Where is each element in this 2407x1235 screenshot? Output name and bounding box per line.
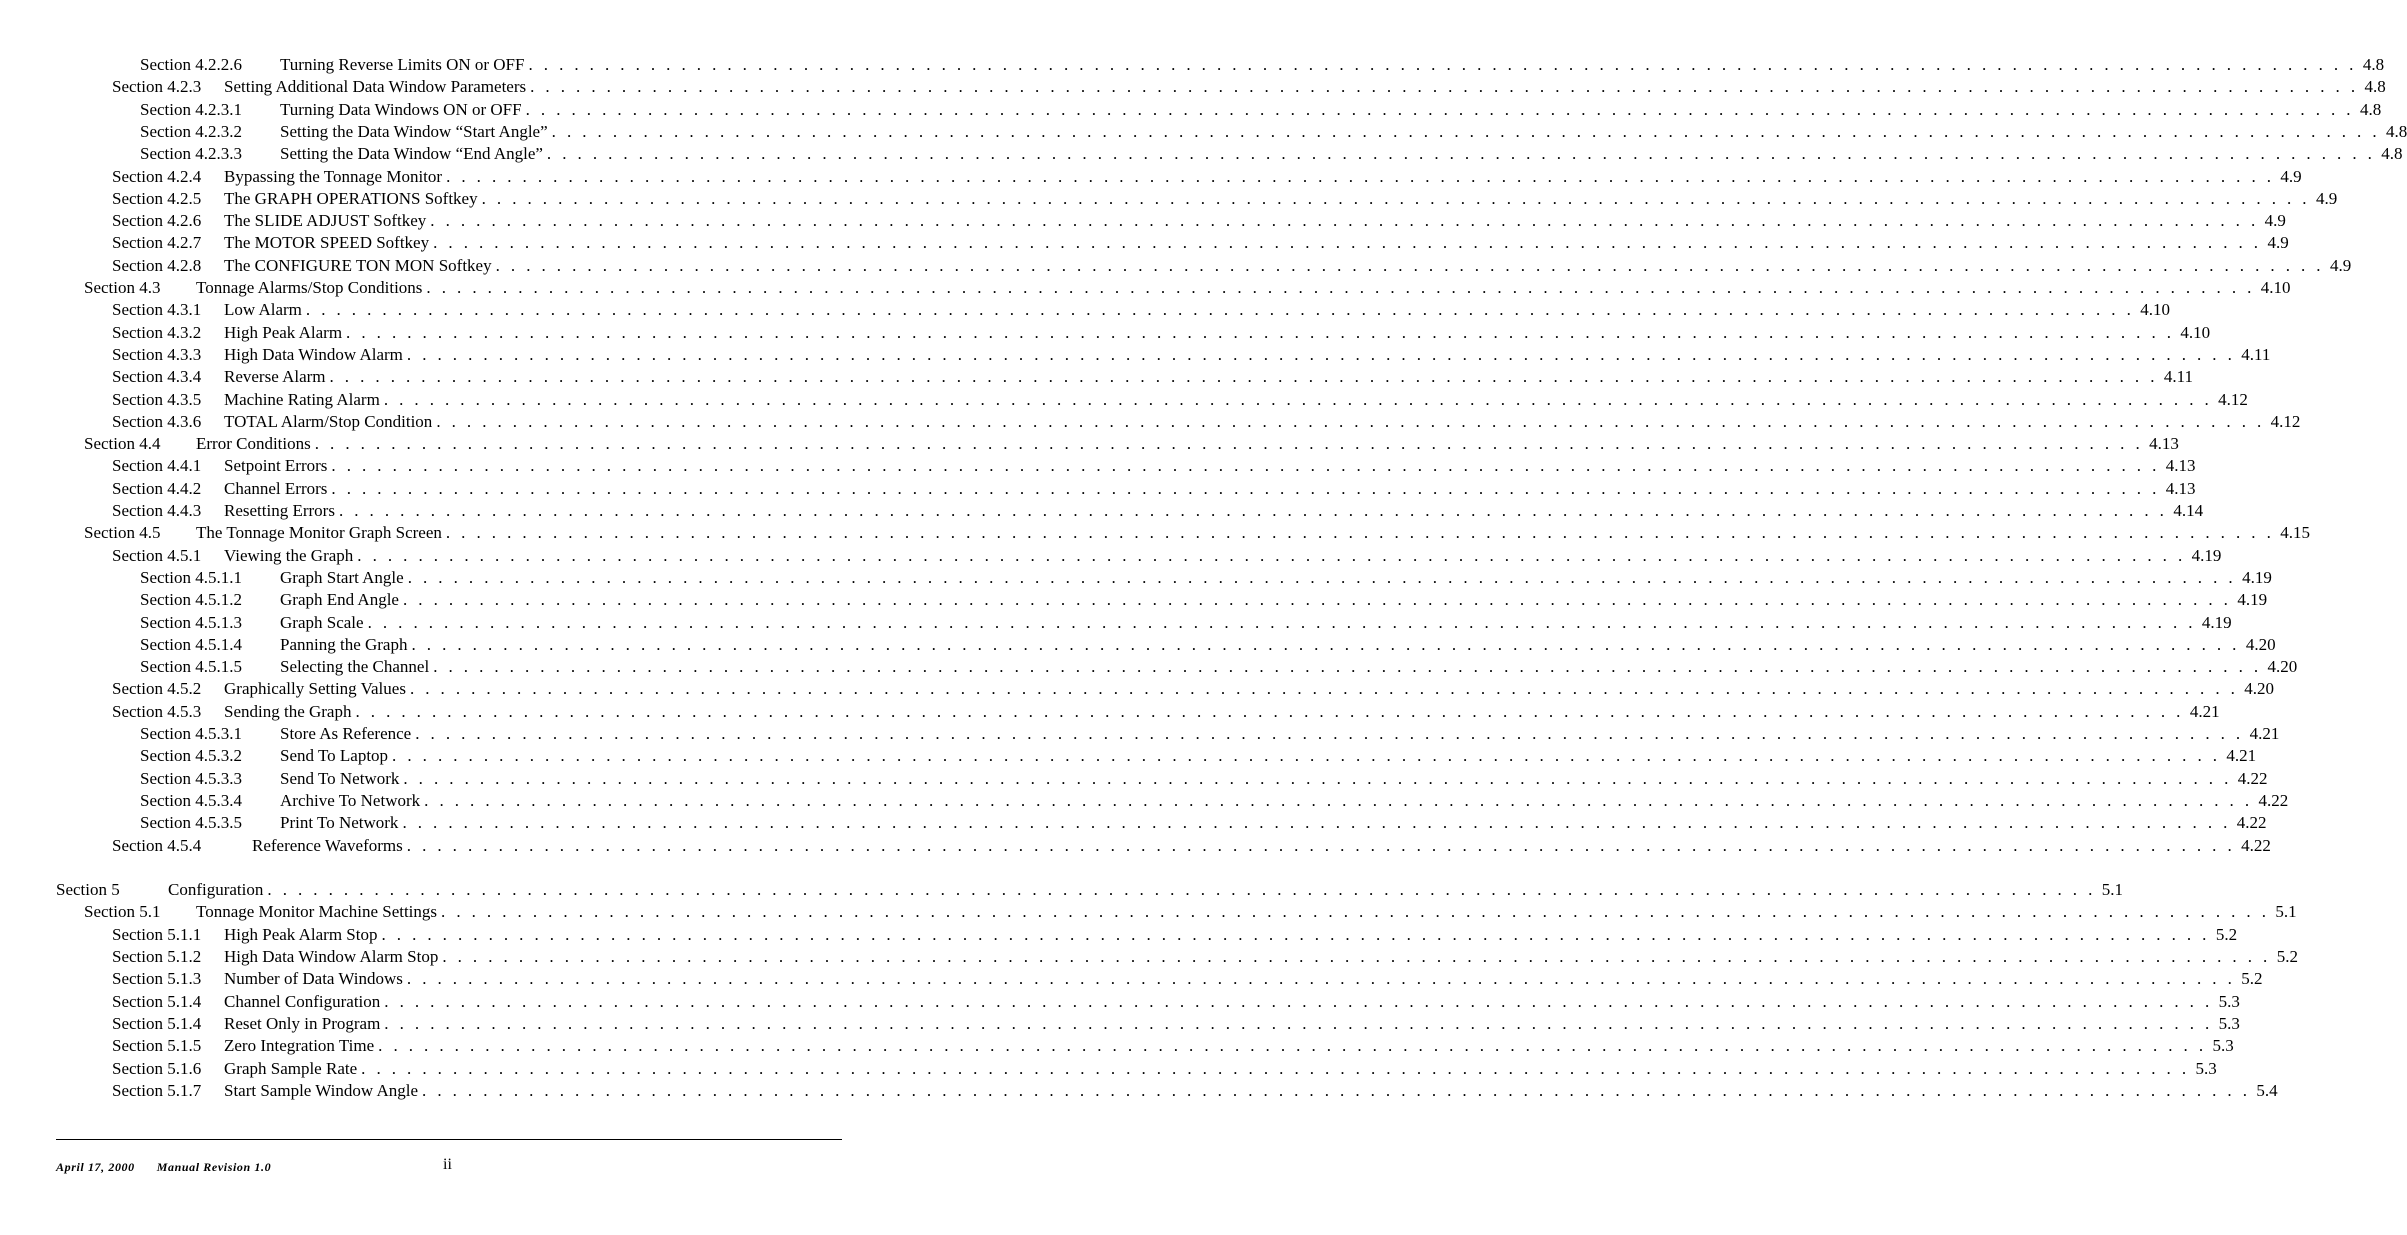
- toc-section-number: Section 4.5: [84, 523, 161, 543]
- toc-title-line: [280, 612, 2232, 634]
- footer-info: [56, 1160, 293, 1175]
- toc-title: Graph Start Angle: [280, 567, 408, 589]
- toc-page-number: 4.11: [2235, 344, 2270, 366]
- toc-entry[interactable]: [112, 322, 2211, 344]
- toc-entry[interactable]: [112, 232, 2289, 254]
- toc-title: Viewing the Graph: [224, 545, 357, 567]
- toc-entry[interactable]: [112, 835, 2271, 857]
- toc-page-number: 4.19: [2186, 545, 2222, 567]
- toc-title: The Tonnage Monitor Graph Screen: [196, 522, 446, 544]
- toc-title-line: [224, 991, 2240, 1013]
- toc-section-number: Section 5.1.4: [112, 1013, 202, 1033]
- toc-title: Error Conditions: [196, 433, 315, 455]
- toc-section-number: Section 5.1.3: [112, 969, 202, 989]
- toc-page-number: 5.1: [2269, 901, 2296, 923]
- toc-section-number: Section 4.5.1.1: [140, 567, 242, 587]
- footer-rule: [56, 1139, 842, 1140]
- toc-title: Send To Laptop: [280, 745, 392, 767]
- toc-entry[interactable]: [140, 768, 2268, 790]
- toc-title-line: [280, 634, 2276, 656]
- toc-page-number: 4.14: [2167, 500, 2203, 522]
- toc-section-number: Section 5.1.7: [112, 1080, 202, 1100]
- toc-leader-dots: . . . . . . . . . . . . . . . . . . . . . . . . . . . . . . . . . . . . . . . . . . . . . . . . . . . . . . . . . . . . . . . . . . . . . . . . . . . . . . . . . . . . . . . . . . . . . . . . . . . . . . . . . . . . . . . . . . . . . . . .: [367, 612, 2196, 632]
- toc-title: The SLIDE ADJUST Softkey: [224, 210, 430, 232]
- toc-leader-dots: . . . . . . . . . . . . . . . . . . . . . . . . . . . . . . . . . . . . . . . . . . . . . . . . . . . . . . . . . . . . . . . . . . . . . . . . . . . . . . . . . . . . . . . . . . . . . . . . . . . . . . . . . . . . . . . . . . . . . . . .: [331, 456, 2160, 476]
- toc-entry[interactable]: [112, 946, 2298, 968]
- toc-entry[interactable]: [56, 879, 2123, 901]
- toc-section-number: Section 4.2.3.3: [140, 144, 242, 164]
- toc-leader-dots: . . . . . . . . . . . . . . . . . . . . . . . . . . . . . . . . . . . . . . . . . . . . . . . . . . . . . . . . . . . . . . . . . . . . . . . . . . . . . . . . . . . . . . . . . . . . . . . . . . . . . . . . . . . . . . . . . . . . . . . .: [357, 545, 2186, 565]
- toc-title: Start Sample Window Angle: [224, 1080, 422, 1102]
- toc-title: TOTAL Alarm/Stop Condition: [224, 411, 436, 433]
- toc-title: Reverse Alarm: [224, 366, 330, 388]
- toc-title: Reset Only in Program: [224, 1013, 384, 1035]
- toc-section-number: Section 4.3.3: [112, 344, 202, 364]
- toc-page-number: 5.3: [2207, 1035, 2234, 1057]
- toc-entry[interactable]: [112, 500, 2204, 522]
- toc-page-number: 4.22: [2231, 812, 2267, 834]
- toc-title-line: [224, 1013, 2240, 1035]
- toc-title-line: [224, 678, 2275, 700]
- toc-page-number: 4.15: [2274, 522, 2310, 544]
- toc-section-number: Section 4.5.3.4: [140, 790, 242, 810]
- toc-page-number: 4.13: [2160, 478, 2196, 500]
- toc-title: Setting Additional Data Window Parameters: [224, 76, 530, 98]
- toc-leader-dots: . . . . . . . . . . . . . . . . . . . . . . . . . . . . . . . . . . . . . . . . . . . . . . . . . . . . . . . . . . . . . . . . . . . . . . . . . . . . . . . . . . . . . . . . . . . . . . . . . . . . . . . . . . . . . . . . . . . . . . . .: [267, 880, 2096, 900]
- toc-section-number: Section 4.4.2: [112, 478, 202, 498]
- toc-page-number: 4.11: [2158, 366, 2193, 388]
- toc-leader-dots: . . . . . . . . . . . . . . . . . . . . . . . . . . . . . . . . . . . . . . . . . . . . . . . . . . . . . . . . . . . . . . . . . . . . . . . . . . . . . . . . . . . . . . . . . . . . . . . . . . . . . . . . . . . . . . . . . . . . . . . .: [392, 746, 2221, 766]
- toc-title-line: [196, 901, 2297, 923]
- toc-leader-dots: . . . . . . . . . . . . . . . . . . . . . . . . . . . . . . . . . . . . . . . . . . . . . . . . . . . . . . . . . . . . . . . . . . . . . . . . . . . . . . . . . . . . . . . . . . . . . . . . . . . . . . . . . . . . . . . . . . . . . . . .: [433, 657, 2262, 677]
- toc-leader-dots: . . . . . . . . . . . . . . . . . . . . . . . . . . . . . . . . . . . . . . . . . . . . . . . . . . . . . . . . . . . . . . . . . . . . . . . . . . . . . . . . . . . . . . . . . . . . . . . . . . . . . . . . . . . . . . . . . . . . . . . .: [441, 902, 2270, 922]
- toc-leader-dots: . . . . . . . . . . . . . . . . . . . . . . . . . . . . . . . . . . . . . . . . . . . . . . . . . . . . . . . . . . . . . . . . . . . . . . . . . . . . . . . . . . . . . . . . . . . . . . . . . . . . . . . . . . . . . . . . . . . . . . . .: [525, 99, 2354, 119]
- toc-leader-dots: . . . . . . . . . . . . . . . . . . . . . . . . . . . . . . . . . . . . . . . . . . . . . . . . . . . . . . . . . . . . . . . . . . . . . . . . . . . . . . . . . . . . . . . . . . . . . . . . . . . . . . . . . . . . . . . . . . . . . . . .: [409, 679, 2239, 699]
- toc-title-line: [280, 589, 2268, 611]
- toc-leader-dots: . . . . . . . . . . . . . . . . . . . . . . . . . . . . . . . . . . . . . . . . . . . . . . . . . . . . . . . . . . . . . . . . . . . . . . . . . . . . . . . . . . . . . . . . . . . . . . . . . . . . . . . . . . . . . . . . . . . . . . . .: [346, 322, 2175, 342]
- toc-section-number: Section 5.1.4: [112, 991, 202, 1011]
- toc-entry[interactable]: [112, 389, 2248, 411]
- toc-entry[interactable]: [112, 478, 2196, 500]
- toc-entry[interactable]: [84, 901, 2297, 923]
- toc-title-line: [224, 924, 2238, 946]
- toc-title-line: [224, 968, 2263, 990]
- toc-page-number: 4.21: [2244, 723, 2280, 745]
- toc-page-number: 4.22: [2235, 835, 2271, 857]
- toc-title: Channel Configuration: [224, 991, 384, 1013]
- toc-leader-dots: . . . . . . . . . . . . . . . . . . . . . . . . . . . . . . . . . . . . . . . . . . . . . . . . . . . . . . . . . . . . . . . . . . . . . . . . . . . . . . . . . . . . . . . . . . . . . . . . . . . . . . . . . . . . . . . . . . . . . . . .: [403, 768, 2232, 788]
- toc-title-line: [224, 188, 2338, 210]
- toc-section-number: Section 4.5.3.2: [140, 746, 242, 766]
- toc-page-number: 4.13: [2143, 433, 2179, 455]
- toc-page-number: 4.8: [2375, 143, 2402, 165]
- toc-title-line: [224, 411, 2301, 433]
- toc-leader-dots: . . . . . . . . . . . . . . . . . . . . . . . . . . . . . . . . . . . . . . . . . . . . . . . . . . . . . . . . . . . . . . . . . . . . . . . . . . . . . . . . . . . . . . . . . . . . . . . . . . . . . . . . . . . . . . . . . . . . . . . .: [415, 724, 2244, 743]
- toc-title-line: [280, 121, 2407, 143]
- toc-title: Setting the Data Window “End Angle”: [280, 143, 547, 165]
- toc-section-number: Section 4.3.6: [112, 411, 202, 431]
- toc-title-line: [224, 255, 2352, 277]
- toc-title: Channel Errors: [224, 478, 331, 500]
- toc-entry[interactable]: [140, 723, 2280, 745]
- toc-title: High Data Window Alarm Stop: [224, 946, 442, 968]
- toc-leader-dots: . . . . . . . . . . . . . . . . . . . . . . . . . . . . . . . . . . . . . . . . . . . . . . . . . . . . . . . . . . . . . . . . . . . . . . . . . . . . . . . . . . . . . . . . . . . . . . . . . . . . . . . . . . . . . . . . . . . . . . . .: [338, 501, 2168, 520]
- toc-page-number: 4.9: [2274, 166, 2301, 188]
- toc-section-number: Section 4.5.1: [112, 545, 202, 565]
- footer-page-number: ii: [443, 1156, 452, 1173]
- toc-title-line: [224, 344, 2271, 366]
- toc-title-line: [224, 299, 2171, 321]
- toc-section-number: Section 5.1.6: [112, 1058, 202, 1078]
- toc-title: Resetting Errors: [224, 500, 339, 522]
- toc-page-number: 5.1: [2096, 879, 2123, 901]
- toc-leader-dots: . . . . . . . . . . . . . . . . . . . . . . . . . . . . . . . . . . . . . . . . . . . . . . . . . . . . . . . . . . . . . . . . . . . . . . . . . . . . . . . . . . . . . . . . . . . . . . . . . . . . . . . . . . . . . . . . . . . . . . . .: [402, 590, 2232, 610]
- toc-title: Archive To Network: [280, 790, 424, 812]
- toc-entry[interactable]: [112, 344, 2271, 366]
- toc-title: Number of Data Windows: [224, 968, 407, 990]
- toc-section-number: Section 4.5.3.5: [140, 813, 242, 833]
- toc-section-number: Section 4.2.5: [112, 188, 202, 208]
- toc-page-number: 4.20: [2238, 678, 2274, 700]
- toc-leader-dots: . . . . . . . . . . . . . . . . . . . . . . . . . . . . . . . . . . . . . . . . . . . . . . . . . . . . . . . . . . . . . . . . . . . . . . . . . . . . . . . . . . . . . . . . . . . . . . . . . . . . . . . . . . . . . . . . . . . . . . . .: [528, 55, 2357, 74]
- toc-entry[interactable]: [112, 1058, 2217, 1080]
- toc-leader-dots: . . . . . . . . . . . . . . . . . . . . . . . . . . . . . . . . . . . . . . . . . . . . . . . . . . . . . . . . . . . . . . . . . . . . . . . . . . . . . . . . . . . . . . . . . . . . . . . . . . . . . . . . . . . . . . . . . . . . . . . .: [426, 278, 2255, 297]
- toc-title-line: [280, 790, 2289, 812]
- toc-section-number: Section 4.5.1.2: [140, 590, 242, 610]
- toc-section-number: Section 4.3.2: [112, 322, 202, 342]
- toc-entry[interactable]: [112, 678, 2275, 700]
- toc-page-number: 5.3: [2213, 1013, 2240, 1035]
- toc-leader-dots: . . . . . . . . . . . . . . . . . . . . . . . . . . . . . . . . . . . . . . . . . . . . . . . . . . . . . . . . . . . . . . . . . . . . . . . . . . . . . . . . . . . . . . . . . . . . . . . . . . . . . . . . . . . . . . . . . . . . . . . .: [361, 1058, 2190, 1078]
- toc-leader-dots: . . . . . . . . . . . . . . . . . . . . . . . . . . . . . . . . . . . . . . . . . . . . . . . . . . . . . . . . . . . . . . . . . . . . . . . . . . . . . . . . . . . . . . . . . . . . . . . . . . . . . . . . . . . . . . . . . . . . . . . .: [424, 790, 2253, 810]
- toc-title: Graph End Angle: [280, 589, 403, 611]
- toc-entry[interactable]: [140, 790, 2289, 812]
- toc-leader-dots: . . . . . . . . . . . . . . . . . . . . . . . . . . . . . . . . . . . . . . . . . . . . . . . . . . . . . . . . . . . . . . . . . . . . . . . . . . . . . . . . . . . . . . . . . . . . . . . . . . . . . . . . . . . . . . . . . . . . . . . .: [384, 1013, 2213, 1033]
- toc-title: The GRAPH OPERATIONS Softkey: [224, 188, 482, 210]
- toc-section-number: Section 4.3.5: [112, 389, 202, 409]
- toc-section-number: Section 4.5.3.3: [140, 768, 242, 788]
- toc-title-line: [224, 1035, 2234, 1057]
- toc-section-number: Section 4.5.3.1: [140, 724, 242, 743]
- toc-section-number: Section 4.3: [84, 278, 161, 297]
- toc-title-line: [224, 478, 2196, 500]
- toc-section-number: Section 5: [56, 880, 120, 900]
- toc-leader-dots: . . . . . . . . . . . . . . . . . . . . . . . . . . . . . . . . . . . . . . . . . . . . . . . . . . . . . . . . . . . . . . . . . . . . . . . . . . . . . . . . . . . . . . . . . . . . . . . . . . . . . . . . . . . . . . . . . . . . . . . .: [355, 701, 2184, 721]
- toc-page-number: 4.13: [2160, 455, 2196, 477]
- toc-leader-dots: . . . . . . . . . . . . . . . . . . . . . . . . . . . . . . . . . . . . . . . . . . . . . . . . . . . . . . . . . . . . . . . . . . . . . . . . . . . . . . . . . . . . . . . . . . . . . . . . . . . . . . . . . . . . . . . . . . . . . . . .: [406, 835, 2236, 855]
- toc-section-number: Section 4.4.3: [112, 501, 202, 520]
- toc-title-line: [280, 812, 2267, 834]
- toc-section-number: Section 4.5.4: [112, 835, 202, 855]
- toc-page-number: 4.8: [2357, 54, 2384, 76]
- toc-page-number: 4.12: [2265, 411, 2301, 433]
- toc-title: Graph Sample Rate: [224, 1058, 361, 1080]
- toc-title: Tonnage Alarms/Stop Conditions: [196, 277, 426, 299]
- toc-title-line: [280, 745, 2257, 767]
- toc-title-line: [224, 545, 2222, 567]
- toc-section-number: Section 4.2.7: [112, 233, 202, 253]
- toc-page-number: 4.22: [2253, 790, 2289, 812]
- toc-section-number: Section 4.2.4: [112, 166, 202, 186]
- toc-entry[interactable]: [112, 210, 2286, 232]
- toc-page-number: 4.10: [2134, 299, 2170, 321]
- toc-title: Tonnage Monitor Machine Settings: [196, 901, 441, 923]
- footer-date: April 17, 2000: [56, 1160, 135, 1174]
- toc-page-number: 4.9: [2324, 255, 2351, 277]
- toc-leader-dots: . . . . . . . . . . . . . . . . . . . . . . . . . . . . . . . . . . . . . . . . . . . . . . . . . . . . . . . . . . . . . . . . . . . . . . . . . . . . . . . . . . . . . . . . . . . . . . . . . . . . . . . . . . . . . . . . . . . . . . . .: [384, 991, 2213, 1011]
- toc-entry[interactable]: [140, 99, 2382, 121]
- toc-title-line: [224, 1080, 2278, 1102]
- toc-leader-dots: . . . . . . . . . . . . . . . . . . . . . . . . . . . . . . . . . . . . . . . . . . . . . . . . . . . . . . . . . . . . . . . . . . . . . . . . . . . . . . . . . . . . . . . . . . . . . . . . . . . . . . . . . . . . . . . . . . . . . . . .: [433, 233, 2262, 253]
- toc-leader-dots: . . . . . . . . . . . . . . . . . . . . . . . . . . . . . . . . . . . . . . . . . . . . . . . . . . . . . . . . . . . . . . . . . . . . . . . . . . . . . . . . . . . . . . . . . . . . . . . . . . . . . . . . . . . . . . . . . . . . . . . .: [422, 1080, 2251, 1100]
- toc-title-line: [224, 455, 2196, 477]
- toc-leader-dots: . . . . . . . . . . . . . . . . . . . . . . . . . . . . . . . . . . . . . . . . . . . . . . . . . . . . . . . . . . . . . . . . . . . . . . . . . . . . . . . . . . . . . . . . . . . . . . . . . . . . . . . . . . . . . . . . . . . . . . . .: [329, 367, 2158, 387]
- toc-section-number: Section 5.1.5: [112, 1036, 202, 1056]
- toc-section-number: Section 4.5.1.3: [140, 612, 242, 632]
- toc-title-line: [224, 1058, 2217, 1080]
- toc-entry[interactable]: [140, 612, 2232, 634]
- toc-section-number: Section 4.2.3.1: [140, 99, 242, 119]
- toc-entry[interactable]: [140, 143, 2403, 165]
- toc-page-number: 4.12: [2212, 389, 2248, 411]
- toc-entry[interactable]: [140, 121, 2407, 143]
- toc-leader-dots: . . . . . . . . . . . . . . . . . . . . . . . . . . . . . . . . . . . . . . . . . . . . . . . . . . . . . . . . . . . . . . . . . . . . . . . . . . . . . . . . . . . . . . . . . . . . . . . . . . . . . . . . . . . . . . . . . . . . . . . .: [407, 567, 2237, 587]
- toc-leader-dots: . . . . . . . . . . . . . . . . . . . . . . . . . . . . . . . . . . . . . . . . . . . . . . . . . . . . . . . . . . . . . . . . . . . . . . . . . . . . . . . . . . . . . . . . . . . . . . . . . . . . . . . . . . . . . . . . . . . . . . . .: [551, 121, 2381, 141]
- toc-page-number: 4.21: [2220, 745, 2256, 767]
- toc-entry[interactable]: [112, 188, 2338, 210]
- toc-title: Graphically Setting Values: [224, 678, 410, 700]
- toc-title: Bypassing the Tonnage Monitor: [224, 166, 446, 188]
- toc-page-number: 4.8: [2354, 99, 2381, 121]
- toc-title-line: [280, 656, 2298, 678]
- toc-title-line: [224, 210, 2286, 232]
- toc-title: High Data Window Alarm: [224, 344, 407, 366]
- toc-page-number: 5.2: [2235, 968, 2262, 990]
- toc-entry[interactable]: [112, 968, 2263, 990]
- toc-entry[interactable]: [112, 924, 2238, 946]
- toc-leader-dots: . . . . . . . . . . . . . . . . . . . . . . . . . . . . . . . . . . . . . . . . . . . . . . . . . . . . . . . . . . . . . . . . . . . . . . . . . . . . . . . . . . . . . . . . . . . . . . . . . . . . . . . . . . . . . . . . . . . . . . . .: [530, 77, 2359, 97]
- toc-section-number: Section 5.1.2: [112, 947, 202, 966]
- toc-title-line: [224, 166, 2302, 188]
- toc-section-number: Section 4.5.1.4: [140, 634, 242, 654]
- toc-page-number: 4.19: [2231, 589, 2267, 611]
- toc-title: Low Alarm: [224, 299, 306, 321]
- toc-title: Configuration: [168, 879, 267, 901]
- toc-section-number: Section 4.2.2.6: [140, 55, 242, 74]
- toc-leader-dots: . . . . . . . . . . . . . . . . . . . . . . . . . . . . . . . . . . . . . . . . . . . . . . . . . . . . . . . . . . . . . . . . . . . . . . . . . . . . . . . . . . . . . . . . . . . . . . . . . . . . . . . . . . . . . . . . . . . . . . . .: [406, 969, 2236, 989]
- toc-leader-dots: . . . . . . . . . . . . . . . . . . . . . . . . . . . . . . . . . . . . . . . . . . . . . . . . . . . . . . . . . . . . . . . . . . . . . . . . . . . . . . . . . . . . . . . . . . . . . . . . . . . . . . . . . . . . . . . . . . . . . . . .: [436, 411, 2265, 431]
- toc-section-number: Section 4.5.3: [112, 701, 202, 721]
- toc-title-line: [224, 701, 2220, 723]
- toc-page-number: 5.2: [2271, 946, 2298, 968]
- toc-title: The CONFIGURE TON MON Softkey: [224, 255, 496, 277]
- toc-page-number: 4.19: [2236, 567, 2272, 589]
- toc-leader-dots: . . . . . . . . . . . . . . . . . . . . . . . . . . . . . . . . . . . . . . . . . . . . . . . . . . . . . . . . . . . . . . . . . . . . . . . . . . . . . . . . . . . . . . . . . . . . . . . . . . . . . . . . . . . . . . . . . . . . . . . .: [331, 478, 2160, 498]
- toc-page-number: 5.2: [2210, 924, 2237, 946]
- toc-leader-dots: . . . . . . . . . . . . . . . . . . . . . . . . . . . . . . . . . . . . . . . . . . . . . . . . . . . . . . . . . . . . . . . . . . . . . . . . . . . . . . . . . . . . . . . . . . . . . . . . . . . . . . . . . . . . . . . . . . . . . . . .: [445, 523, 2275, 543]
- toc-page-number: 4.10: [2255, 277, 2291, 299]
- toc-entry[interactable]: [140, 634, 2276, 656]
- toc-leader-dots: . . . . . . . . . . . . . . . . . . . . . . . . . . . . . . . . . . . . . . . . . . . . . . . . . . . . . . . . . . . . . . . . . . . . . . . . . . . . . . . . . . . . . . . . . . . . . . . . . . . . . . . . . . . . . . . . . . . . . . . .: [546, 144, 2376, 164]
- toc-title: Setpoint Errors: [224, 455, 331, 477]
- toc-section-number: Section 4.3.1: [112, 300, 202, 320]
- toc-title: The MOTOR SPEED Softkey: [224, 232, 433, 254]
- toc-entry[interactable]: [112, 76, 2386, 98]
- toc-page-number: 4.8: [2358, 76, 2385, 98]
- toc-entry[interactable]: [112, 1080, 2278, 1102]
- toc-title-line: [280, 143, 2403, 165]
- toc-entry[interactable]: [112, 455, 2196, 477]
- toc-title-line: [196, 277, 2291, 299]
- toc-entry[interactable]: [112, 1035, 2234, 1057]
- toc-page-number: 5.4: [2250, 1080, 2277, 1102]
- toc-title: Zero Integration Time: [224, 1035, 378, 1057]
- toc-entry[interactable]: [112, 991, 2240, 1013]
- toc-title: High Peak Alarm Stop: [224, 924, 381, 946]
- toc-entry[interactable]: [112, 1013, 2240, 1035]
- toc-title: Send To Network: [280, 768, 403, 790]
- toc-leader-dots: . . . . . . . . . . . . . . . . . . . . . . . . . . . . . . . . . . . . . . . . . . . . . . . . . . . . . . . . . . . . . . . . . . . . . . . . . . . . . . . . . . . . . . . . . . . . . . . . . . . . . . . . . . . . . . . . . . . . . . . .: [446, 166, 2275, 186]
- toc-page-number: 4.10: [2174, 322, 2210, 344]
- toc-entry[interactable]: [112, 411, 2301, 433]
- toc-entry[interactable]: [84, 277, 2291, 299]
- toc-page-number: 5.3: [2190, 1058, 2217, 1080]
- toc-title-line: [252, 835, 2271, 857]
- toc-entry[interactable]: [140, 54, 2385, 76]
- toc-entry[interactable]: [140, 589, 2268, 611]
- toc-title: Machine Rating Alarm: [224, 389, 384, 411]
- toc-entry[interactable]: [112, 299, 2171, 321]
- toc-section-number: Section 4.3.4: [112, 367, 202, 387]
- toc-leader-dots: . . . . . . . . . . . . . . . . . . . . . . . . . . . . . . . . . . . . . . . . . . . . . . . . . . . . . . . . . . . . . . . . . . . . . . . . . . . . . . . . . . . . . . . . . . . . . . . . . . . . . . . . . . . . . . . . . . . . . . . .: [378, 1036, 2207, 1056]
- toc-page-number: 5.3: [2213, 991, 2240, 1013]
- toc-title: Print To Network: [280, 812, 402, 834]
- toc-title: Graph Scale: [280, 612, 368, 634]
- toc-entry[interactable]: [140, 812, 2267, 834]
- toc-entry[interactable]: [112, 255, 2352, 277]
- toc-page-number: 4.9: [2259, 210, 2286, 232]
- toc-title-line: [280, 54, 2385, 76]
- toc-title-line: [168, 879, 2123, 901]
- toc-entry[interactable]: [140, 745, 2257, 767]
- toc-leader-dots: . . . . . . . . . . . . . . . . . . . . . . . . . . . . . . . . . . . . . . . . . . . . . . . . . . . . . . . . . . . . . . . . . . . . . . . . . . . . . . . . . . . . . . . . . . . . . . . . . . . . . . . . . . . . . . . . . . . . . . . .: [383, 389, 2213, 409]
- toc-title: Setting the Data Window “Start Angle”: [280, 121, 552, 143]
- toc-leader-dots: . . . . . . . . . . . . . . . . . . . . . . . . . . . . . . . . . . . . . . . . . . . . . . . . . . . . . . . . . . . . . . . . . . . . . . . . . . . . . . . . . . . . . . . . . . . . . . . . . . . . . . . . . . . . . . . . . . . . . . . .: [305, 300, 2135, 320]
- toc-page-number: 4.20: [2240, 634, 2276, 656]
- toc-title: Turning Data Windows ON or OFF: [280, 99, 526, 121]
- toc-title-line: [224, 946, 2298, 968]
- toc-title: Panning the Graph: [280, 634, 411, 656]
- toc-title-line: [196, 522, 2310, 544]
- toc-title-line: [224, 389, 2248, 411]
- toc-title-line: [224, 500, 2204, 522]
- toc-title-line: [224, 322, 2211, 344]
- toc-entry[interactable]: [112, 545, 2222, 567]
- toc-leader-dots: . . . . . . . . . . . . . . . . . . . . . . . . . . . . . . . . . . . . . . . . . . . . . . . . . . . . . . . . . . . . . . . . . . . . . . . . . . . . . . . . . . . . . . . . . . . . . . . . . . . . . . . . . . . . . . . . . . . . . . . .: [411, 634, 2240, 654]
- toc-title-line: [280, 723, 2280, 745]
- toc-page-number: 4.8: [2380, 121, 2407, 143]
- toc-title-line: [224, 366, 2193, 388]
- toc-entry[interactable]: [140, 567, 2272, 589]
- toc-title: Reference Waveforms: [252, 835, 407, 857]
- toc-section-number: Section 4.2.3.2: [140, 121, 242, 141]
- toc-leader-dots: . . . . . . . . . . . . . . . . . . . . . . . . . . . . . . . . . . . . . . . . . . . . . . . . . . . . . . . . . . . . . . . . . . . . . . . . . . . . . . . . . . . . . . . . . . . . . . . . . . . . . . . . . . . . . . . . . . . . . . . .: [495, 255, 2324, 275]
- toc-entry[interactable]: [140, 656, 2298, 678]
- toc-title: High Peak Alarm: [224, 322, 346, 344]
- toc-entry[interactable]: [84, 522, 2310, 544]
- toc-page-number: 4.20: [2262, 656, 2298, 678]
- toc-title: Selecting the Channel: [280, 656, 433, 678]
- toc-page-number: 4.22: [2232, 768, 2268, 790]
- toc-title: Sending the Graph: [224, 701, 355, 723]
- toc-page-number: 4.9: [2261, 232, 2288, 254]
- toc-title-line: [280, 99, 2382, 121]
- toc-title-line: [196, 433, 2179, 455]
- toc-entry[interactable]: [112, 701, 2220, 723]
- toc-title-line: [280, 567, 2272, 589]
- toc-section-number: Section 4.2.6: [112, 211, 202, 231]
- toc-entry[interactable]: [84, 433, 2179, 455]
- footer-revision: Manual Revision 1.0: [156, 1160, 272, 1174]
- toc-page-number: 4.21: [2184, 701, 2220, 723]
- toc-entry[interactable]: [112, 366, 2193, 388]
- toc-section-number: Section 5.1: [84, 902, 161, 922]
- toc-section-number: Section 4.2.3: [112, 77, 202, 97]
- toc-leader-dots: . . . . . . . . . . . . . . . . . . . . . . . . . . . . . . . . . . . . . . . . . . . . . . . . . . . . . . . . . . . . . . . . . . . . . . . . . . . . . . . . . . . . . . . . . . . . . . . . . . . . . . . . . . . . . . . . . . . . . . . .: [406, 344, 2236, 364]
- toc-page-number: 4.9: [2310, 188, 2337, 210]
- toc-leader-dots: . . . . . . . . . . . . . . . . . . . . . . . . . . . . . . . . . . . . . . . . . . . . . . . . . . . . . . . . . . . . . . . . . . . . . . . . . . . . . . . . . . . . . . . . . . . . . . . . . . . . . . . . . . . . . . . . . . . . . . . .: [442, 947, 2271, 966]
- toc-section-number: Section 4.4: [84, 434, 161, 454]
- toc-title-line: [224, 76, 2386, 98]
- toc-leader-dots: . . . . . . . . . . . . . . . . . . . . . . . . . . . . . . . . . . . . . . . . . . . . . . . . . . . . . . . . . . . . . . . . . . . . . . . . . . . . . . . . . . . . . . . . . . . . . . . . . . . . . . . . . . . . . . . . . . . . . . . .: [314, 434, 2144, 454]
- toc-page-number: 4.19: [2196, 612, 2232, 634]
- toc-section-number: Section 4.5.1.5: [140, 657, 242, 677]
- toc-leader-dots: . . . . . . . . . . . . . . . . . . . . . . . . . . . . . . . . . . . . . . . . . . . . . . . . . . . . . . . . . . . . . . . . . . . . . . . . . . . . . . . . . . . . . . . . . . . . . . . . . . . . . . . . . . . . . . . . . . . . . . . .: [430, 211, 2259, 231]
- toc-entry[interactable]: [112, 166, 2302, 188]
- toc-section-number: Section 4.5.2: [112, 679, 202, 699]
- toc-leader-dots: . . . . . . . . . . . . . . . . . . . . . . . . . . . . . . . . . . . . . . . . . . . . . . . . . . . . . . . . . . . . . . . . . . . . . . . . . . . . . . . . . . . . . . . . . . . . . . . . . . . . . . . . . . . . . . . . . . . . . . . .: [402, 813, 2231, 833]
- toc-title: Turning Reverse Limits ON or OFF: [280, 54, 528, 76]
- toc-title-line: [280, 768, 2268, 790]
- toc-section-number: Section 4.4.1: [112, 456, 202, 476]
- toc-leader-dots: . . . . . . . . . . . . . . . . . . . . . . . . . . . . . . . . . . . . . . . . . . . . . . . . . . . . . . . . . . . . . . . . . . . . . . . . . . . . . . . . . . . . . . . . . . . . . . . . . . . . . . . . . . . . . . . . . . . . . . . .: [481, 188, 2310, 208]
- toc-section-number: Section 4.2.8: [112, 255, 202, 275]
- toc-title-line: [224, 232, 2289, 254]
- toc-title: Store As Reference: [280, 723, 415, 745]
- toc-section-number: Section 5.1.1: [112, 924, 202, 944]
- toc-leader-dots: . . . . . . . . . . . . . . . . . . . . . . . . . . . . . . . . . . . . . . . . . . . . . . . . . . . . . . . . . . . . . . . . . . . . . . . . . . . . . . . . . . . . . . . . . . . . . . . . . . . . . . . . . . . . . . . . . . . . . . . .: [381, 924, 2210, 944]
